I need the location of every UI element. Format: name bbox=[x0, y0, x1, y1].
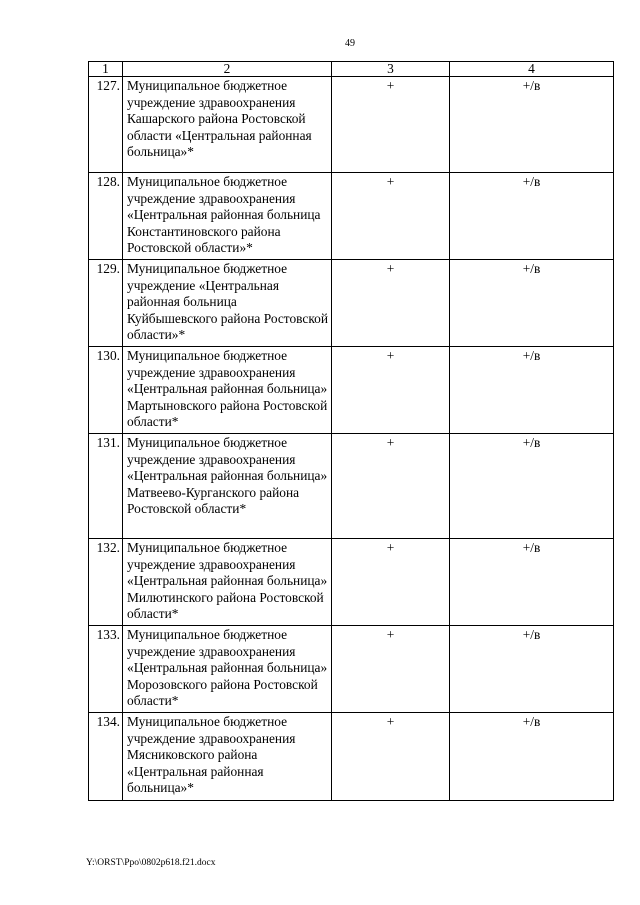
institution-name: Муниципальное бюджетное учреждение здравоохранения Кашарского района Ростовской области «Центральная районная больница»* bbox=[123, 77, 332, 173]
column-4-mark: +/в bbox=[450, 347, 614, 434]
column-3-mark: + bbox=[332, 260, 450, 347]
institution-name: Муниципальное бюджетное учреждение здравоохранения «Центральная районная больница» Милютинского района Ростовской области* bbox=[123, 539, 332, 626]
table-row bbox=[89, 713, 614, 801]
footer-file-path: Y:\ORST\Ppo\0802p618.f21.docx bbox=[86, 858, 216, 868]
column-4-mark: +/в bbox=[450, 260, 614, 347]
column-3-mark: + bbox=[332, 173, 450, 260]
table-row bbox=[89, 347, 614, 434]
row-number: 133. bbox=[89, 626, 123, 713]
header-cell-3: 3 bbox=[332, 62, 450, 77]
column-4-mark: +/в bbox=[450, 173, 614, 260]
table-row bbox=[89, 77, 614, 173]
table-header-row bbox=[89, 62, 614, 77]
institution-name: Муниципальное бюджетное учреждение «Центральная районная больница Куйбышевского района Ростовской области»* bbox=[123, 260, 332, 347]
institutions-table bbox=[88, 61, 614, 801]
column-3-mark: + bbox=[332, 539, 450, 626]
institution-name: Муниципальное бюджетное учреждение здравоохранения «Центральная районная больница» Матвеево-Курганского района Ростовской области* bbox=[123, 434, 332, 539]
row-number: 129. bbox=[89, 260, 123, 347]
column-4-mark: +/в bbox=[450, 626, 614, 713]
row-number: 131. bbox=[89, 434, 123, 539]
institution-name: Муниципальное бюджетное учреждение здравоохранения Мясниковского района «Центральная районная больница»* bbox=[123, 713, 332, 801]
table-row bbox=[89, 260, 614, 347]
column-4-mark: +/в bbox=[450, 434, 614, 539]
institution-name: Муниципальное бюджетное учреждение здравоохранения «Центральная районная больница» Морозовского района Ростовской области* bbox=[123, 626, 332, 713]
column-3-mark: + bbox=[332, 77, 450, 173]
table-row bbox=[89, 173, 614, 260]
page-number: 49 bbox=[345, 38, 355, 49]
row-number: 130. bbox=[89, 347, 123, 434]
row-number: 134. bbox=[89, 713, 123, 801]
table-row bbox=[89, 626, 614, 713]
row-number: 128. bbox=[89, 173, 123, 260]
institution-name: Муниципальное бюджетное учреждение здравоохранения «Центральная районная больница» Мартыновского района Ростовской области* bbox=[123, 347, 332, 434]
table-row bbox=[89, 434, 614, 539]
row-number: 132. bbox=[89, 539, 123, 626]
header-cell-1: 1 bbox=[89, 62, 123, 77]
column-3-mark: + bbox=[332, 347, 450, 434]
column-4-mark: +/в bbox=[450, 713, 614, 801]
institution-name: Муниципальное бюджетное учреждение здравоохранения «Центральная районная больница Константиновского района Ростовской области»* bbox=[123, 173, 332, 260]
table-row bbox=[89, 539, 614, 626]
column-3-mark: + bbox=[332, 626, 450, 713]
header-cell-2: 2 bbox=[123, 62, 332, 77]
column-3-mark: + bbox=[332, 434, 450, 539]
column-4-mark: +/в bbox=[450, 77, 614, 173]
column-3-mark: + bbox=[332, 713, 450, 801]
header-cell-4: 4 bbox=[450, 62, 614, 77]
column-4-mark: +/в bbox=[450, 539, 614, 626]
row-number: 127. bbox=[89, 77, 123, 173]
